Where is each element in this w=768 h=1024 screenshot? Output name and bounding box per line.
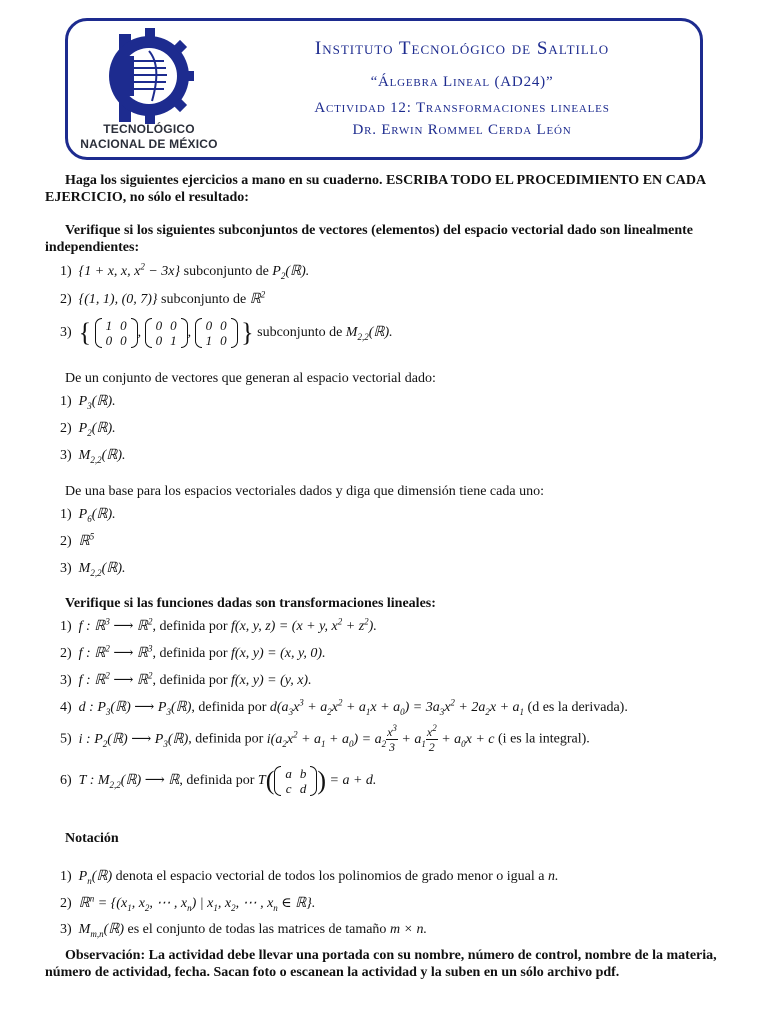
notation-1-text: denota el espacio vectorial de todos los polinomios de grado menor o igual a (115, 869, 545, 884)
s1-item-2-text: subconjunto de (161, 292, 247, 307)
intro-paragraph: Haga los siguientes ejercicios a mano en su cuaderno. ESCRIBA TODO EL PROCEDIMIENTO EN CADA EJERCICIO, no sólo el resultado: (45, 173, 706, 205)
s4-item-2: 2) f : ℝ$^2$ ⟶ ℝ$^3$, definida por f(x, y) = (x, y, 0). (60, 643, 326, 661)
tecnm-logo (74, 26, 224, 156)
s1-item-1-text: subconjunto de (183, 264, 269, 279)
s4-item-3: 3) f : ℝ$^2$ ⟶ ℝ$^2$, definida por f(x, y) = (y, x). (60, 670, 312, 688)
teacher-name: Dr. Erwin Rommel Cerda León (352, 122, 572, 138)
s1-item-1: 1) {1 + x, x, $x^2 - 3x$} subconjunto de $P_2(ℝ)$. (60, 261, 310, 281)
s2-item-2: 2) $P_2(ℝ)$. (60, 421, 116, 438)
s4-item-5: 5) i : $P_2(ℝ)$ ⟶ $P_3(ℝ)$, definida por $i(a_2x^2 + a_1 + a_0) = a_2$ $\frac{x^3}{3}$ + $a_1$ $\frac{x^2}{2}$ + $a_0x + c$ (i es la integral). (60, 723, 590, 754)
s3-item-3: 3) $M_{2,2}(ℝ)$. (60, 561, 126, 578)
s3-item-2: 2) ℝ$^5$ (60, 531, 95, 549)
note-integral: (i es la integral). (498, 731, 590, 747)
observation-text: La actividad debe llevar una portada con su nombre, número de control, nombre de la materia, número de actividad, fecha. Sacan foto o escanean la actividad y la suben en un sólo archivo pdf. (45, 948, 717, 980)
notation-item-1: 1) $P_n(ℝ)$ denota el espacio vectorial de todos los polinomios de grado menor o igual a n. (60, 869, 559, 886)
notation-item-3: 3) $M_{m,n}(ℝ)$ es el conjunto de todas las matrices de tamaño m × n. (60, 922, 427, 939)
definida-6: , definida por (179, 773, 255, 789)
matrix-e21: 0 0 1 0 (195, 318, 238, 348)
note-derivative: (d es la derivada). (527, 700, 628, 715)
gear-eagle-icon (74, 26, 224, 126)
institute-title: Instituto Tecnológico de Saltillo (314, 38, 610, 59)
definida-1: , definida por (152, 619, 228, 634)
logo-line-2: NACIONAL DE MÉXICO (80, 137, 218, 151)
notation-title: Notación (65, 831, 119, 846)
matrix-e22: 0 0 0 1 (145, 318, 188, 348)
matrix-abcd: a b c d (274, 766, 317, 796)
matrix-e11: 1 0 0 0 (95, 318, 138, 348)
s3-item-1: 1) $P_6(ℝ)$. (60, 507, 116, 524)
s1-item-3-text: subconjunto de (257, 325, 343, 341)
observation-paragraph (45, 947, 725, 981)
s4-item-6: 6) T : $M_{2,2}(ℝ)$ ⟶ ℝ, definida por T( a b c d ) = a + d. (60, 766, 377, 796)
s2-item-1: 1) $P_3(ℝ)$. (60, 394, 116, 411)
section2-title: De un conjunto de vectores que generan al espacio vectorial dado: (65, 371, 436, 386)
s4-item-4: 4) d : $P_3(ℝ)$ ⟶ $P_3(ℝ)$, definida por $d(a_3x^3 + a_2x^2 + a_1x + a_0) = 3a_3x^2 + 2a_2x + a_1$ (d es la derivada). (60, 697, 628, 717)
notation-3-text: es el conjunto de todas las matrices de tamaño (127, 922, 387, 937)
s2-item-3: 3) $M_{2,2}(ℝ)$. (60, 448, 126, 465)
notation-item-2: 2) ℝ$^n$ = {($x_1$, $x_2$, ⋯ , $x_n$) | $x_1$, $x_2$, ⋯ , $x_n$ ∈ ℝ}. (60, 893, 316, 913)
section1-title: Verifique si los siguientes subconjuntos de vectores (elementos) del espacio vectorial dado son linealmente independientes: (45, 223, 694, 255)
s1-item-3: 3) { 1 0 0 0 , 0 0 0 1 , 0 0 1 0 } subconjunto de $M_{2,2}(ℝ)$. (60, 318, 393, 348)
section3-title: De una base para los espacios vectoriales dados y diga que dimensión tiene cada uno: (65, 484, 544, 499)
logo-line-1: TECNOLÓGICO (103, 122, 195, 136)
s1-item-2: 2) {(1, 1), (0, 7)} subconjunto de ℝ$^2$ (60, 289, 266, 307)
observation-label: Observación: (65, 948, 146, 963)
definida-3: , definida por (152, 673, 228, 688)
definida-2: , definida por (152, 646, 228, 661)
definida-5: , definida por (188, 731, 264, 747)
definida-4: , definida por (191, 700, 267, 715)
section4-title: Verifique si las funciones dadas son transformaciones lineales: (65, 596, 436, 611)
activity-title: Actividad 12: Transformaciones lineales (314, 100, 610, 116)
s4-item-1: 1) f : ℝ$^3$ ⟶ ℝ$^2$, definida por f(x, y, z) = (x + y, $x^2 + z^2$). (60, 616, 377, 634)
course-title: “Álgebra Lineal (AD24)” (370, 74, 554, 90)
